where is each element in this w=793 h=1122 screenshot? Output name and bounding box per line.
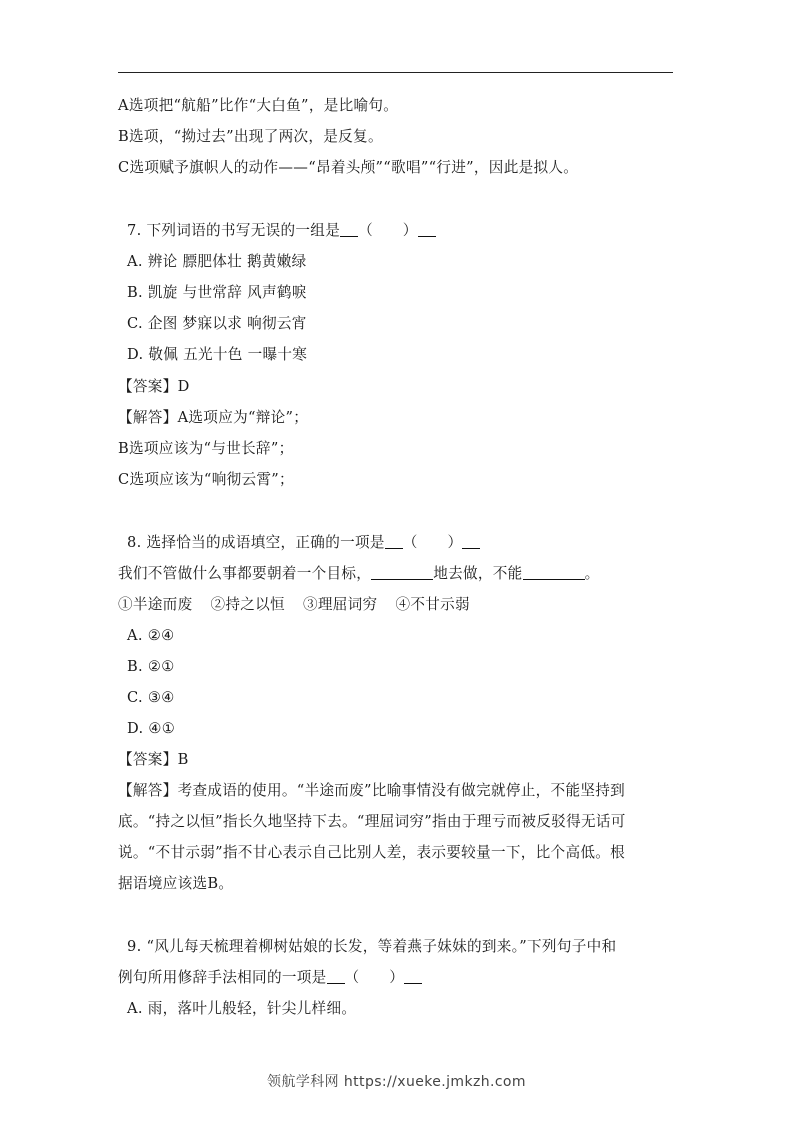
question-8-option-a: A. ②④	[127, 627, 175, 644]
question-8-analysis-2: 底。“持之以恒”指长久地坚持下去。“理屈词穷”指由于理亏而被反驳得无话可	[118, 813, 626, 830]
question-7-text: 7. 下列词语的书写无误的一组是	[127, 222, 341, 239]
fill-blank-1	[371, 565, 433, 580]
question-7-analysis-2: B选项应该为“与世长辞”；	[118, 440, 294, 457]
question-7-option-c: C. 企图 梦寐以求 响彻云宵	[127, 315, 307, 332]
answer-blank	[385, 534, 403, 549]
question-7-option-a: A. 辨论 膘肥体壮 鹅黄嫩绿	[127, 253, 307, 270]
question-8-answer: 【答案】B	[118, 751, 189, 768]
question-9-text: 例句所用修辞手法相同的一项是	[118, 969, 327, 986]
question-9-stem-line-1: 9. “风儿每天梳理着柳树姑娘的长发，等着燕子妹妹的到来。”下列句子中和	[127, 938, 617, 955]
answer-paren: （ ）	[344, 969, 405, 986]
answer-blank	[418, 222, 436, 237]
answer-blank	[327, 969, 345, 984]
answer-blank	[404, 969, 422, 984]
question-8-text: 8. 选择恰当的成语填空，正确的一项是	[127, 534, 385, 551]
question-8-option-d: D. ④①	[127, 720, 176, 737]
question-8-analysis-4: 据语境应该选B。	[118, 875, 234, 892]
question-8-stem	[127, 533, 480, 553]
question-8-analysis-1: 【解答】考查成语的使用。“半途而废”比喻事情没有做完就停止，不能坚持到	[118, 782, 626, 799]
answer-paren: （ ）	[358, 222, 418, 239]
sentence-part-2: 地去做，不能	[433, 565, 523, 582]
question-8-option-b: B. ②①	[127, 658, 175, 675]
fill-blank-2	[523, 565, 585, 580]
answer-paren: （ ）	[402, 534, 463, 551]
question-9-option-a: A. 雨，落叶儿般轻，针尖儿样细。	[127, 1000, 357, 1017]
sentence-part-3: 。	[584, 565, 600, 582]
choice-1: ①半途而废	[118, 596, 193, 613]
explanation-line-b: B选项，“拗过去”出现了两次，是反复。	[118, 128, 383, 145]
explanation-line-a: A选项把“航船”比作“大白鱼”，是比喻句。	[118, 97, 399, 114]
question-7-option-d: D. 敬佩 五光十色 一曝十寒	[127, 346, 308, 363]
question-8-analysis-3: 说。“不甘示弱”指不甘心表示自己比别人差，表示要较量一下，比个高低。根	[118, 844, 626, 861]
header-rule	[118, 72, 673, 73]
page-footer: 领航学科网 https://xueke.jmkzh.com	[267, 1074, 526, 1090]
question-8-sentence	[118, 564, 599, 584]
question-7-option-b: B. 凯旋 与世常辞 风声鹤唳	[127, 284, 307, 301]
choice-2: ②持之以恒	[210, 596, 285, 613]
choice-4: ④不甘示弱	[395, 596, 470, 613]
question-7-stem	[127, 221, 436, 241]
answer-blank	[462, 534, 480, 549]
question-9-stem-line-2	[118, 968, 422, 988]
question-8-choices	[118, 595, 470, 615]
question-8-option-c: C. ③④	[127, 689, 175, 706]
explanation-line-c: C选项赋予旗帜人的动作——“昂着头颅”“歌唱”“行进”，因此是拟人。	[118, 159, 579, 176]
sentence-part-1: 我们不管做什么事都要朝着一个目标，	[118, 565, 372, 582]
answer-blank	[340, 222, 358, 237]
question-7-analysis-3: C选项应该为“响彻云霄”；	[118, 471, 294, 488]
question-7-answer: 【答案】D	[118, 378, 190, 395]
question-7-analysis-1: 【解答】A选项应为“辩论”；	[118, 409, 309, 426]
choice-3: ③理屈词穷	[302, 596, 378, 613]
